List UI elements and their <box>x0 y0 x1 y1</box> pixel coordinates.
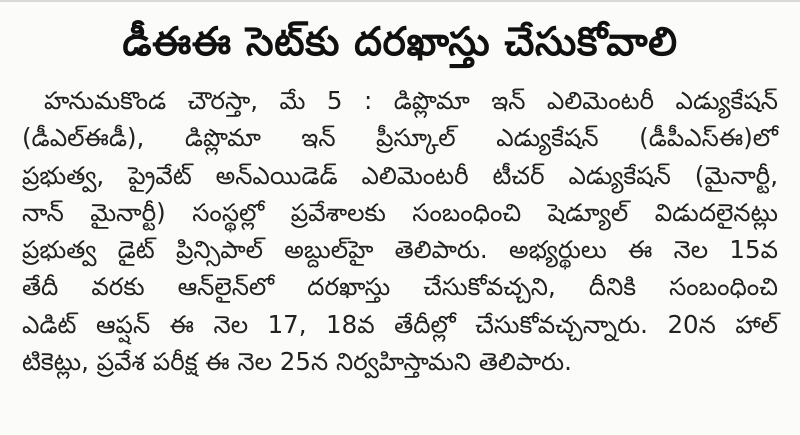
article-line: (డీఎల్ఈడీ), డిప్లొమా ఇన్ ప్రీస్కూల్ ఎడ్యుకేషన్ (డీపీఎస్ఈ)లో <box>22 123 778 153</box>
article-line: ప్రభుత్వ డైట్ ప్రిన్సిపాల్ అబ్దుల్‌హై తెలిపారు. అభ్యర్థులు ఈ నెల 15వ <box>22 235 778 265</box>
article-line: తేదీ వరకు ఆన్‌లైన్‌లో దరఖాస్తు చేసుకోవచ్చని, దీనికి సంబంధించి <box>22 272 778 302</box>
top-rule <box>0 0 800 10</box>
article-line: నాన్ మైనార్టీ) సంస్థల్లో ప్రవేశాలకు సంబంధించి షెడ్యూల్ విడుదలైనట్లు <box>22 197 778 227</box>
article-line: టికెట్లు, ప్రవేశ పరీక్ష ఈ నెల 25న నిర్వహిస్తామని తెలిపారు. <box>22 347 572 377</box>
article-line: ప్రభుత్వ, ప్రైవేట్ అన్ఎయిడెడ్ ఎలిమెంటరీ టీచర్ ఎడ్యుకేషన్ (మైనార్టీ, <box>22 160 778 190</box>
headline: డీఈఈ సెట్‌కు దరఖాస్తు చేసుకోవాలి <box>122 19 678 65</box>
article-line: హనుమకొండ చౌరస్తా, మే 5 : డిప్లొమా ఇన్ ఎలిమెంటరీ ఎడ్యుకేషన్ <box>44 86 778 115</box>
article-line: ఎడిట్ ఆప్షన్ ఈ నెల 17, 18వ తేదీల్లో చేసుకోవచ్చన్నారు. 20న హాల్ <box>22 309 778 339</box>
article-body <box>22 82 778 380</box>
